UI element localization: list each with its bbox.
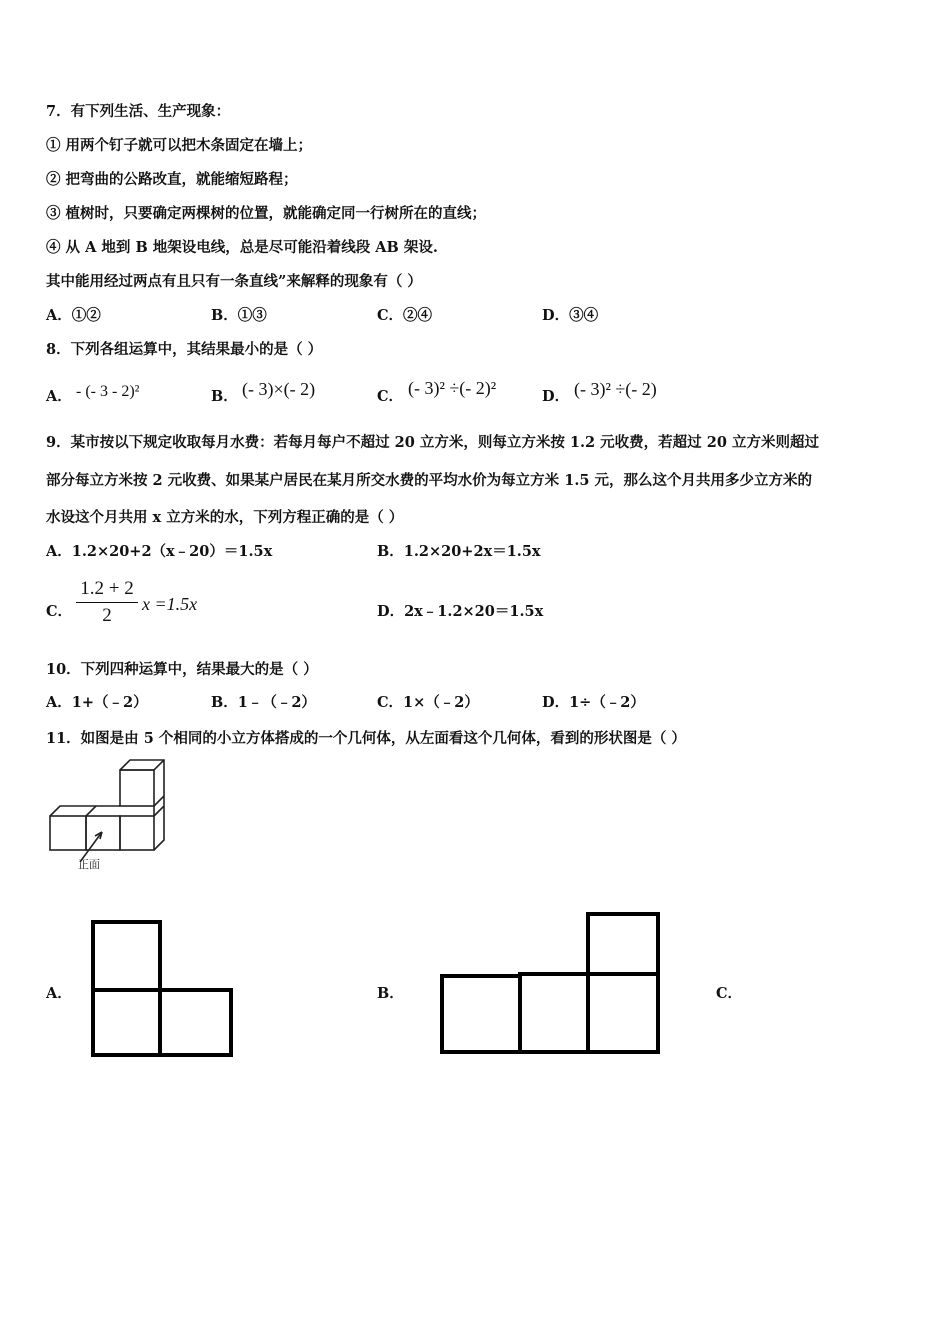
q7-option-d: D．③④ [542,307,599,324]
q8-stem: 8．下列各组运算中，其结果最小的是（ ） [46,341,323,358]
q8-expr-d: (- 3)² ÷(- 2) [574,379,657,399]
q10-option-a: A．1+（﹣2） [46,694,148,711]
q9-option-d: D．2x﹣1.2×20＝1.5x [377,603,544,620]
q8-label-a: A． [46,388,72,405]
q9-option-a: A．1.2×20+2（x﹣20）＝1.5x [46,543,273,560]
q8-expr-b: (- 3)×(- 2) [242,379,316,399]
q11-option-b-label: B． [377,985,404,1002]
fraction-denominator: 2 [102,605,112,626]
front-label: 正面 [78,858,100,871]
q9-option-b: B．1.2×20+2x＝1.5x [377,543,541,560]
q8-expr-c: (- 3)² ÷(- 2)² [408,378,497,398]
q7-option-c: C．②④ [377,307,433,324]
q7-stem: 7．有下列生活、生产现象： [46,103,231,120]
q8-label-d: D． [542,388,570,405]
q11-option-b-shape [436,908,666,1058]
q9-line-2: 部分每立方米按 2 元收费、如果某户居民在某月所交水费的平均水价为每立方米 1.5 元，那么这个月共用多少立方米的 [46,472,813,489]
q9-line-3: 水设这个月共用 x 立方米的水，下列方程正确的是（ ） [46,509,404,526]
q10-stem: 10．下列四种运算中，结果最大的是（ ） [46,661,318,678]
q8-label-c: C． [377,388,404,405]
q8-label-b: B． [211,388,238,405]
q9-option-c-label: C． [46,603,73,620]
q10-option-c: C．1×（﹣2） [377,694,479,711]
q8-expr-a: - (- 3 - 2)² [76,383,140,400]
q10-option-b: B．1﹣（﹣2） [211,694,316,711]
q7-item-4: ④ 从 A 地到 B 地架设电线，总是尽可能沿着线段 AB 架设. [46,239,438,256]
q7-item-2: ② 把弯曲的公路改直，就能缩短路程； [46,171,298,188]
q7-item-3: ③ 植树时，只要确定两棵树的位置，就能确定同一行树所在的直线； [46,205,487,222]
q7-option-a: A．①② [46,307,101,324]
q7-question: 其中能用经过两点有且只有一条直线”来解释的现象有（ ） [46,273,422,290]
cube-figure [44,756,174,876]
q9-option-c-fraction [76,578,138,627]
q9-line-1: 9．某市按以下规定收取每月水费：若每月每户不超过 20 立方米，则每立方米按 1.2 元收费，若超过 20 立方米则超过 [46,434,819,451]
q11-option-a-label: A． [46,985,72,1002]
q9-option-c-rest: x =1.5x [142,594,198,614]
q11-option-a-shape [86,915,238,1061]
q10-option-d: D．1÷（﹣2） [542,694,645,711]
q11-stem: 11．如图是由 5 个相同的小立方体搭成的一个几何体，从左面看这个几何体，看到的形状图是（ ） [46,730,686,747]
q7-item-1: ① 用两个钉子就可以把木条固定在墙上； [46,137,313,154]
q11-option-c-label: C． [716,985,743,1002]
fraction-numerator: 1.2 + 2 [76,578,138,603]
q7-option-b: B．①③ [211,307,267,324]
